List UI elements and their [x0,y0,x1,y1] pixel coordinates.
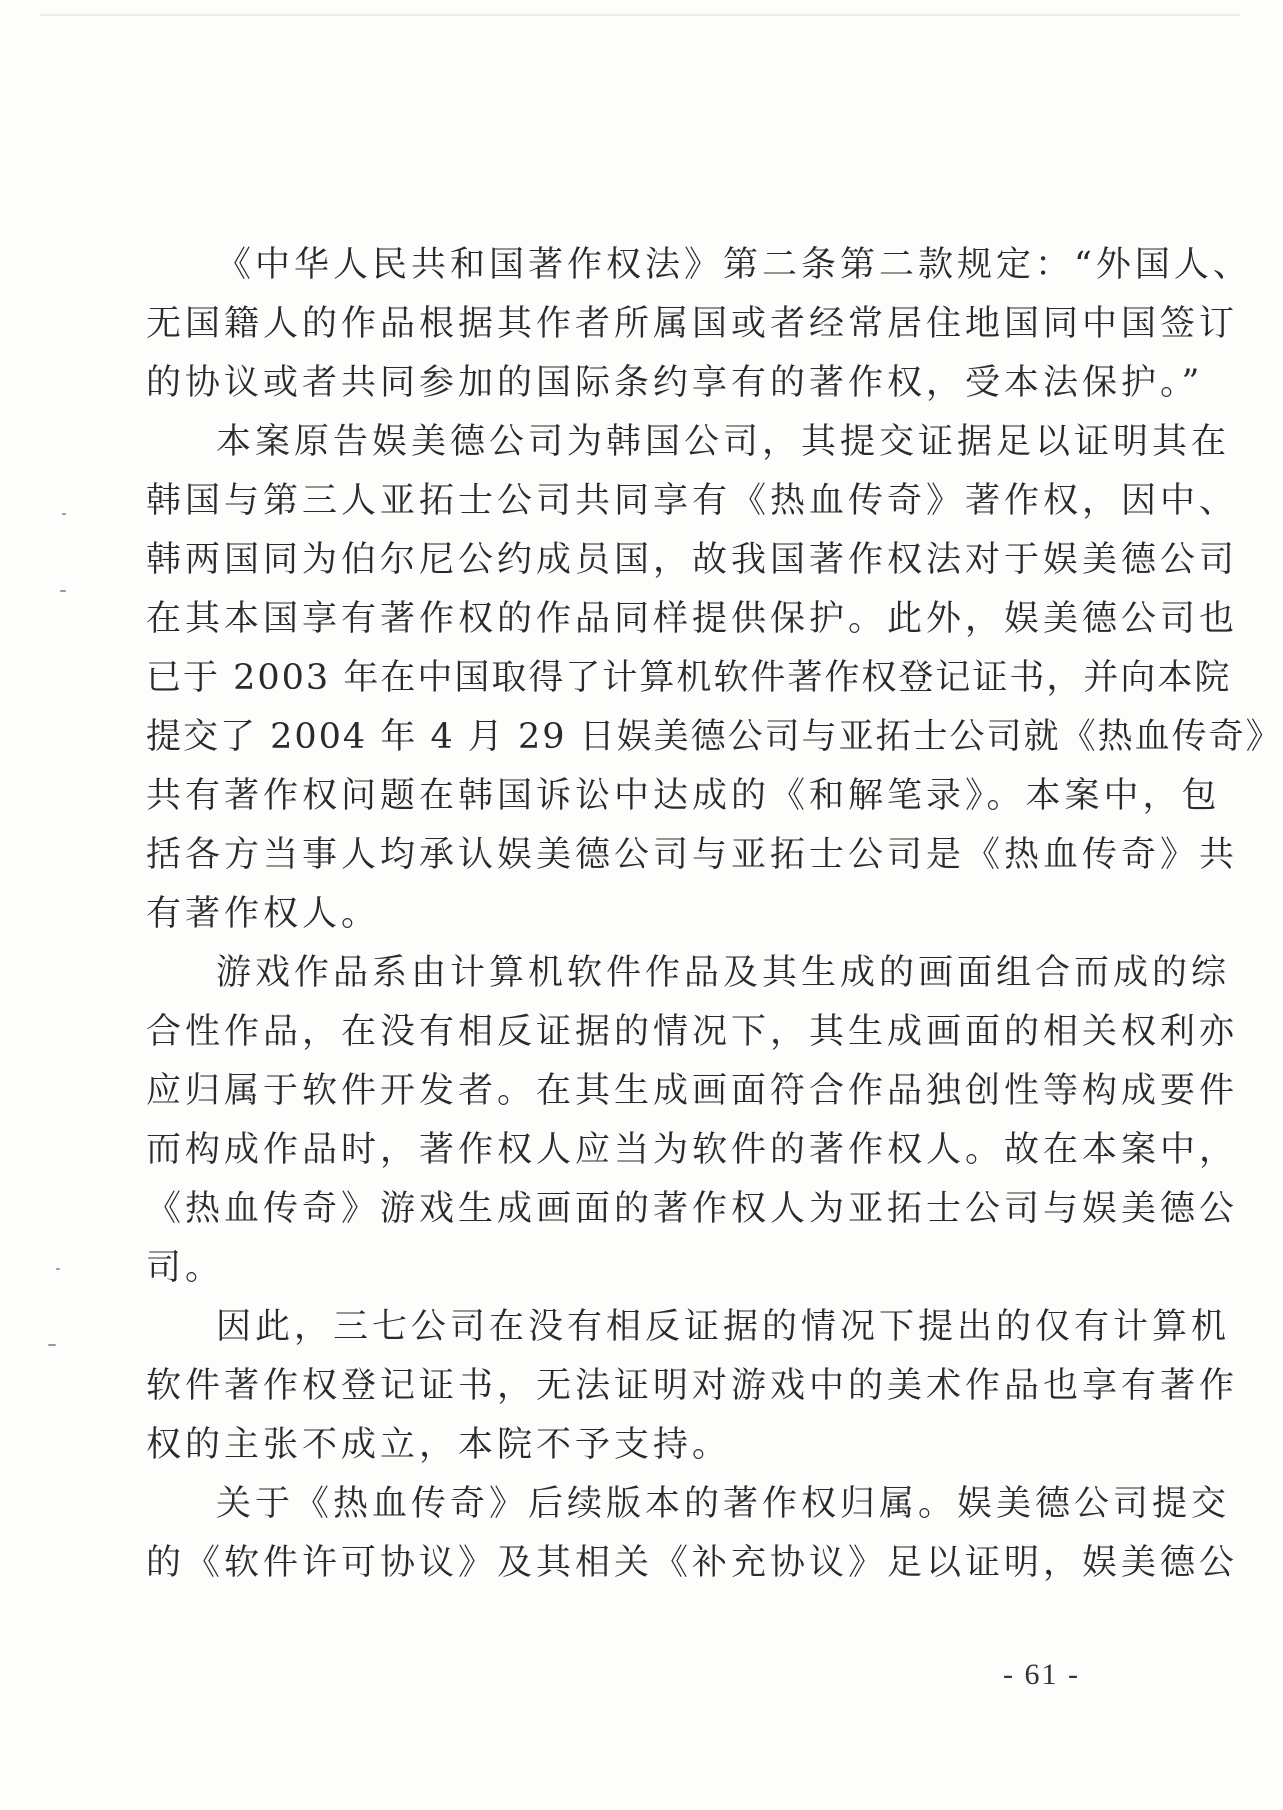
paragraph [146,413,1283,944]
text-line: 括各方当事人均承认娱美德公司与亚拓士公司是《热血传奇》共 [146,835,1239,875]
text-line: 已于 2003 年在中国取得了计算机软件著作权登记证书，并向本院 [146,658,1232,698]
text-line: 应归属于软件开发者。在其生成画面符合作品独创性等构成要件 [146,1071,1239,1111]
text-line: 软件著作权登记证书，无法证明对游戏中的美术作品也享有著作 [146,1366,1239,1406]
text-line: 韩两国同为伯尔尼公约成员国，故我国著作权法对于娱美德公司 [146,540,1239,580]
scan-mark [56,1268,60,1270]
text-line: 本案原告娱美德公司为韩国公司，其提交证据足以证明其在 [216,422,1231,462]
text-line: 因此，三七公司在没有相反证据的情况下提出的仅有计算机 [216,1307,1231,1347]
page-top-edge [40,14,1240,16]
text-line: 提交了 2004 年 4 月 29 日娱美德公司与亚拓士公司就《热血传奇》 [146,717,1283,757]
text-line: 权的主张不成立，本院不予支持。 [146,1425,732,1465]
text-line: 司。 [146,1248,225,1288]
paragraph [146,1298,1239,1475]
text-line: 的协议或者共同参加的国际条约享有的著作权，受本法保护。” [146,363,1204,403]
paragraph [146,944,1239,1298]
text-line: 有著作权人。 [146,894,381,934]
scan-mark [62,513,66,515]
text-line: 而构成作品时，著作权人应当为软件的著作权人。故在本案中， [146,1130,1239,1170]
text-line: 在其本国享有著作权的作品同样提供保护。此外，娱美德公司也 [146,599,1239,639]
text-line: 无国籍人的作品根据其作者所属国或者经常居住地国同中国签订 [146,304,1239,344]
text-line: 韩国与第三人亚拓士公司共同享有《热血传奇》著作权，因中、 [146,481,1239,521]
text-line: 游戏作品系由计算机软件作品及其生成的画面组合而成的综 [216,953,1231,993]
paragraph [146,236,1252,413]
document-body [146,236,1283,1593]
scan-mark [60,590,66,592]
text-line: 关于《热血传奇》后续版本的著作权归属。娱美德公司提交 [216,1484,1231,1524]
text-line: 共有著作权问题在韩国诉讼中达成的《和解笔录》。本案中，包 [146,776,1221,816]
page-number: - 61 - [1003,1658,1080,1691]
text-line: 合性作品，在没有相反证据的情况下，其生成画面的相关权利亦 [146,1012,1239,1052]
paragraph [146,1475,1239,1593]
text-line: 《热血传奇》游戏生成画面的著作权人为亚拓士公司与娱美德公 [146,1189,1239,1229]
scan-mark [48,1344,56,1346]
text-line: 《中华人民共和国著作权法》第二条第二款规定：“外国人、 [216,245,1252,285]
text-line: 的《软件许可协议》及其相关《补充协议》足以证明，娱美德公 [146,1543,1239,1583]
